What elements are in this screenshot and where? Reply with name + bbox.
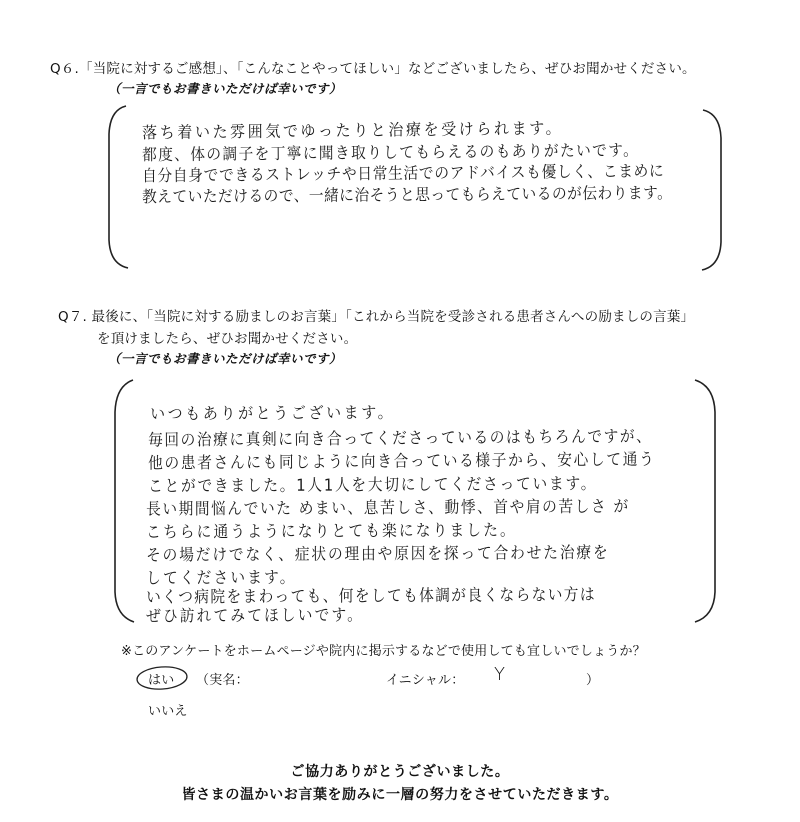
q6-answer-line: 落ち着いた雰囲気でゆったりと治療を受けられます。 [142,118,564,143]
footer-thanks: ご協力ありがとうございました。 [290,764,510,780]
consent-yes-option[interactable]: はい [148,673,175,688]
q7-answer-line: いつもありがとうございます。 [150,402,396,424]
q6-right-bracket [700,108,724,272]
q7-question-line1: Q７. 最後に、「当院に対する励ましのお言葉」「これから当院を受診される患者さんへの励ましの言葉」 [58,309,695,325]
q7-note: （一言でもお書きいただけば幸いです） [108,351,343,366]
q6-answer-line: 自分自身でできるストレッチや日常生活でのアドバイスも優しく、こまめに [142,161,665,186]
q6-answer-line: 教えていただけるので、一緒に治そうと思ってもらえているのが伝わります。 [142,183,673,207]
q7-answer-line: いくつ病院をまわっても、何をしても体調が良くならない方は [146,584,596,607]
q7-answer-line: ぜひ訪れてみてほしいです。 [146,604,365,626]
close-paren: ） [586,673,600,688]
q7-right-bracket [692,378,718,624]
q7-answer-line: こちらに通うようになりとても楽になりました。 [146,520,517,542]
q7-left-bracket [112,378,136,624]
initial-value: Y [494,664,505,685]
q7-answer-line: その場だけでなく、症状の理由や原因を探って合わせた治療を [146,542,610,565]
q6-answer-line: 都度、体の調子を丁寧に聞き取りしてもらえるのもありがたいです。 [142,140,640,165]
initial-label: イニシャル： [386,673,465,688]
q7-answer-line: 他の患者さんにも同じように向き合っている様子から、安心して通う [148,449,656,473]
q6-note: （一言でもお書きいただけば幸いです） [108,81,343,96]
q7-answer-line: してくださいます。 [146,567,297,588]
q7-answer-line: ことができました。1人1人を大切にしてくださっています。 [148,473,598,496]
consent-no-option[interactable]: いいえ [148,704,188,719]
q6-left-bracket [106,104,130,270]
q6-question: Q６.「当院に対するご感想」、「こんなことやってほしい」などございましたら、ぜひお聞かせください。 [50,61,696,77]
q7-question-line2: を頂けましたら、ぜひお聞かせください。 [97,331,358,347]
real-name-label: （実名： [196,673,249,688]
q7-answer-line: 毎回の治療に真剣に向き合ってくださっているのはもちろんですが、 [148,426,653,450]
footer-message: 皆さまの温かいお言葉を励みに一層の努力をさせていただきます。 [181,787,619,803]
q7-answer-line: 長い期間悩んでいた めまい、息苦しさ、動悸、首や肩の苦しさ が [146,496,630,519]
consent-question: ※このアンケートをホームページや院内に掲示するなどで使用しても宜しいでしょうか？ [121,644,646,659]
